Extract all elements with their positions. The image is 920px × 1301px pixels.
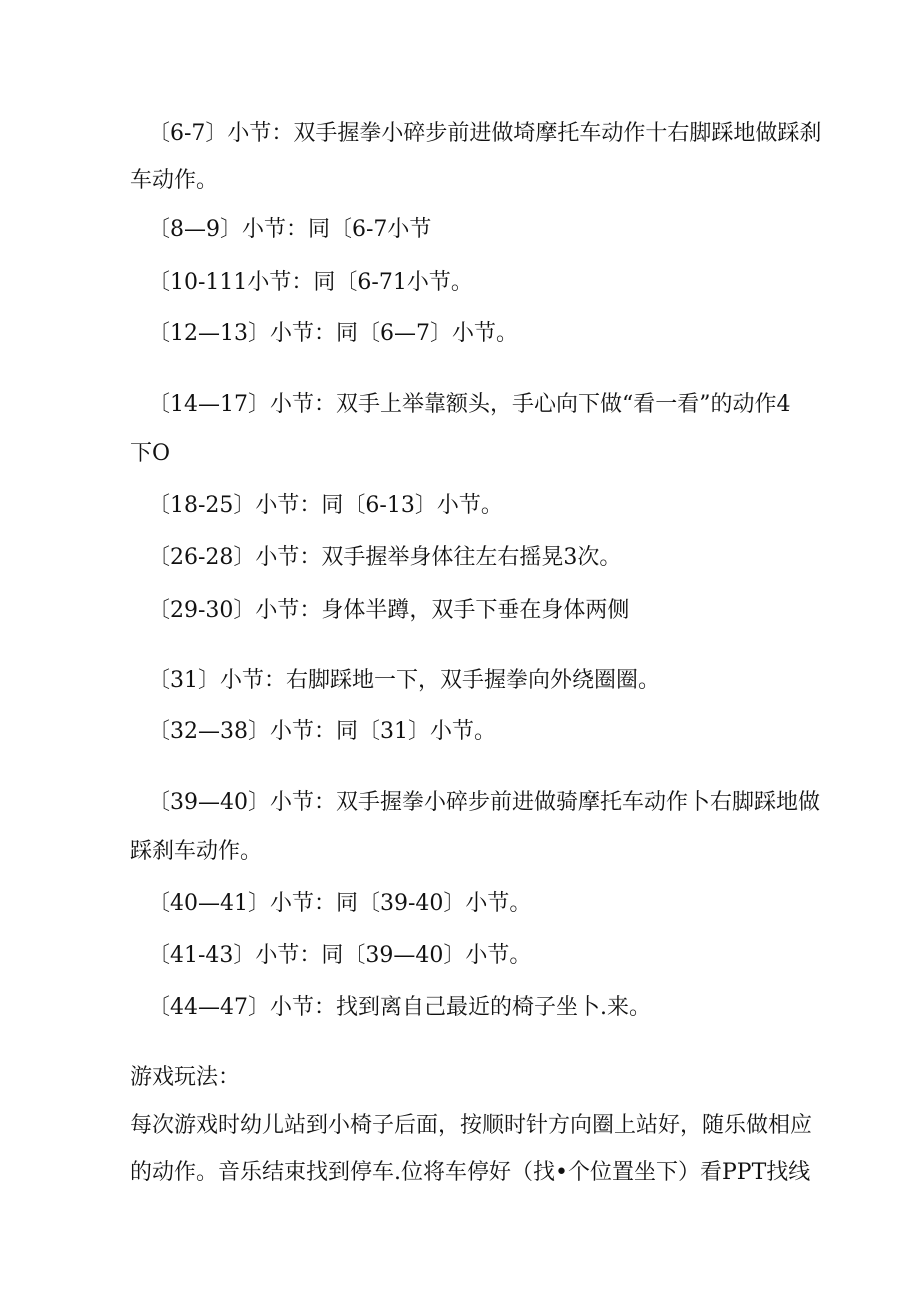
- text-line: 〔39—40〕小节：双手握拳小碎步前进做骑摩托车动作卜右脚踩地做: [148, 790, 820, 815]
- text-line: 〔29-30〕小节：身体半蹲，双手下垂在身体两侧: [148, 598, 630, 623]
- text-line: 〔26-28〕小节：双手握举身体往左右摇晃3次。: [148, 545, 622, 570]
- text-line: 车动作。: [130, 168, 219, 193]
- text-line: 踩刹车动作。: [130, 839, 263, 864]
- text-line: 〔6-7〕小节：双手握拳小碎步前进做埼摩托车动作十右脚踩地做踩刹: [148, 121, 822, 146]
- text-line: 〔44—47〕小节：找到离自己最近的椅子坐卜.来。: [148, 995, 651, 1020]
- text-line: 下O: [130, 441, 171, 466]
- text-line: 〔32—38〕小节：同〔31〕小节。: [148, 719, 496, 744]
- text-line: 每次游戏时幼儿站到小椅子后面，按顺时针方向圈上站好，随乐做相应: [130, 1113, 813, 1138]
- text-line: 〔31〕小节：右脚踩地一下，双手握拳向外绕圈圈。: [148, 668, 660, 693]
- text-line: 〔8—9〕小节：同〔6-7小节: [148, 217, 432, 242]
- text-line: 的动作。音乐结束找到停车.位将车停好（找•个位置坐下）看PPT找线: [130, 1160, 811, 1185]
- text-line: 〔18-25〕小节：同〔6-13〕小节。: [148, 493, 503, 518]
- text-line: 〔14—17〕小节：双手上举靠额头，手心向下做“看一看”的动作4: [148, 392, 791, 417]
- text-line: 〔40—41〕小节：同〔39-40〕小节。: [148, 891, 532, 916]
- section-heading: 游戏玩法：: [130, 1065, 241, 1090]
- text-line: 〔41-43〕小节：同〔39—40〕小节。: [148, 943, 532, 968]
- text-line: 〔10-111小节：同〔6-71小节。: [148, 270, 473, 295]
- text-line: 〔12—13〕小节：同〔6—7〕小节。: [148, 321, 518, 346]
